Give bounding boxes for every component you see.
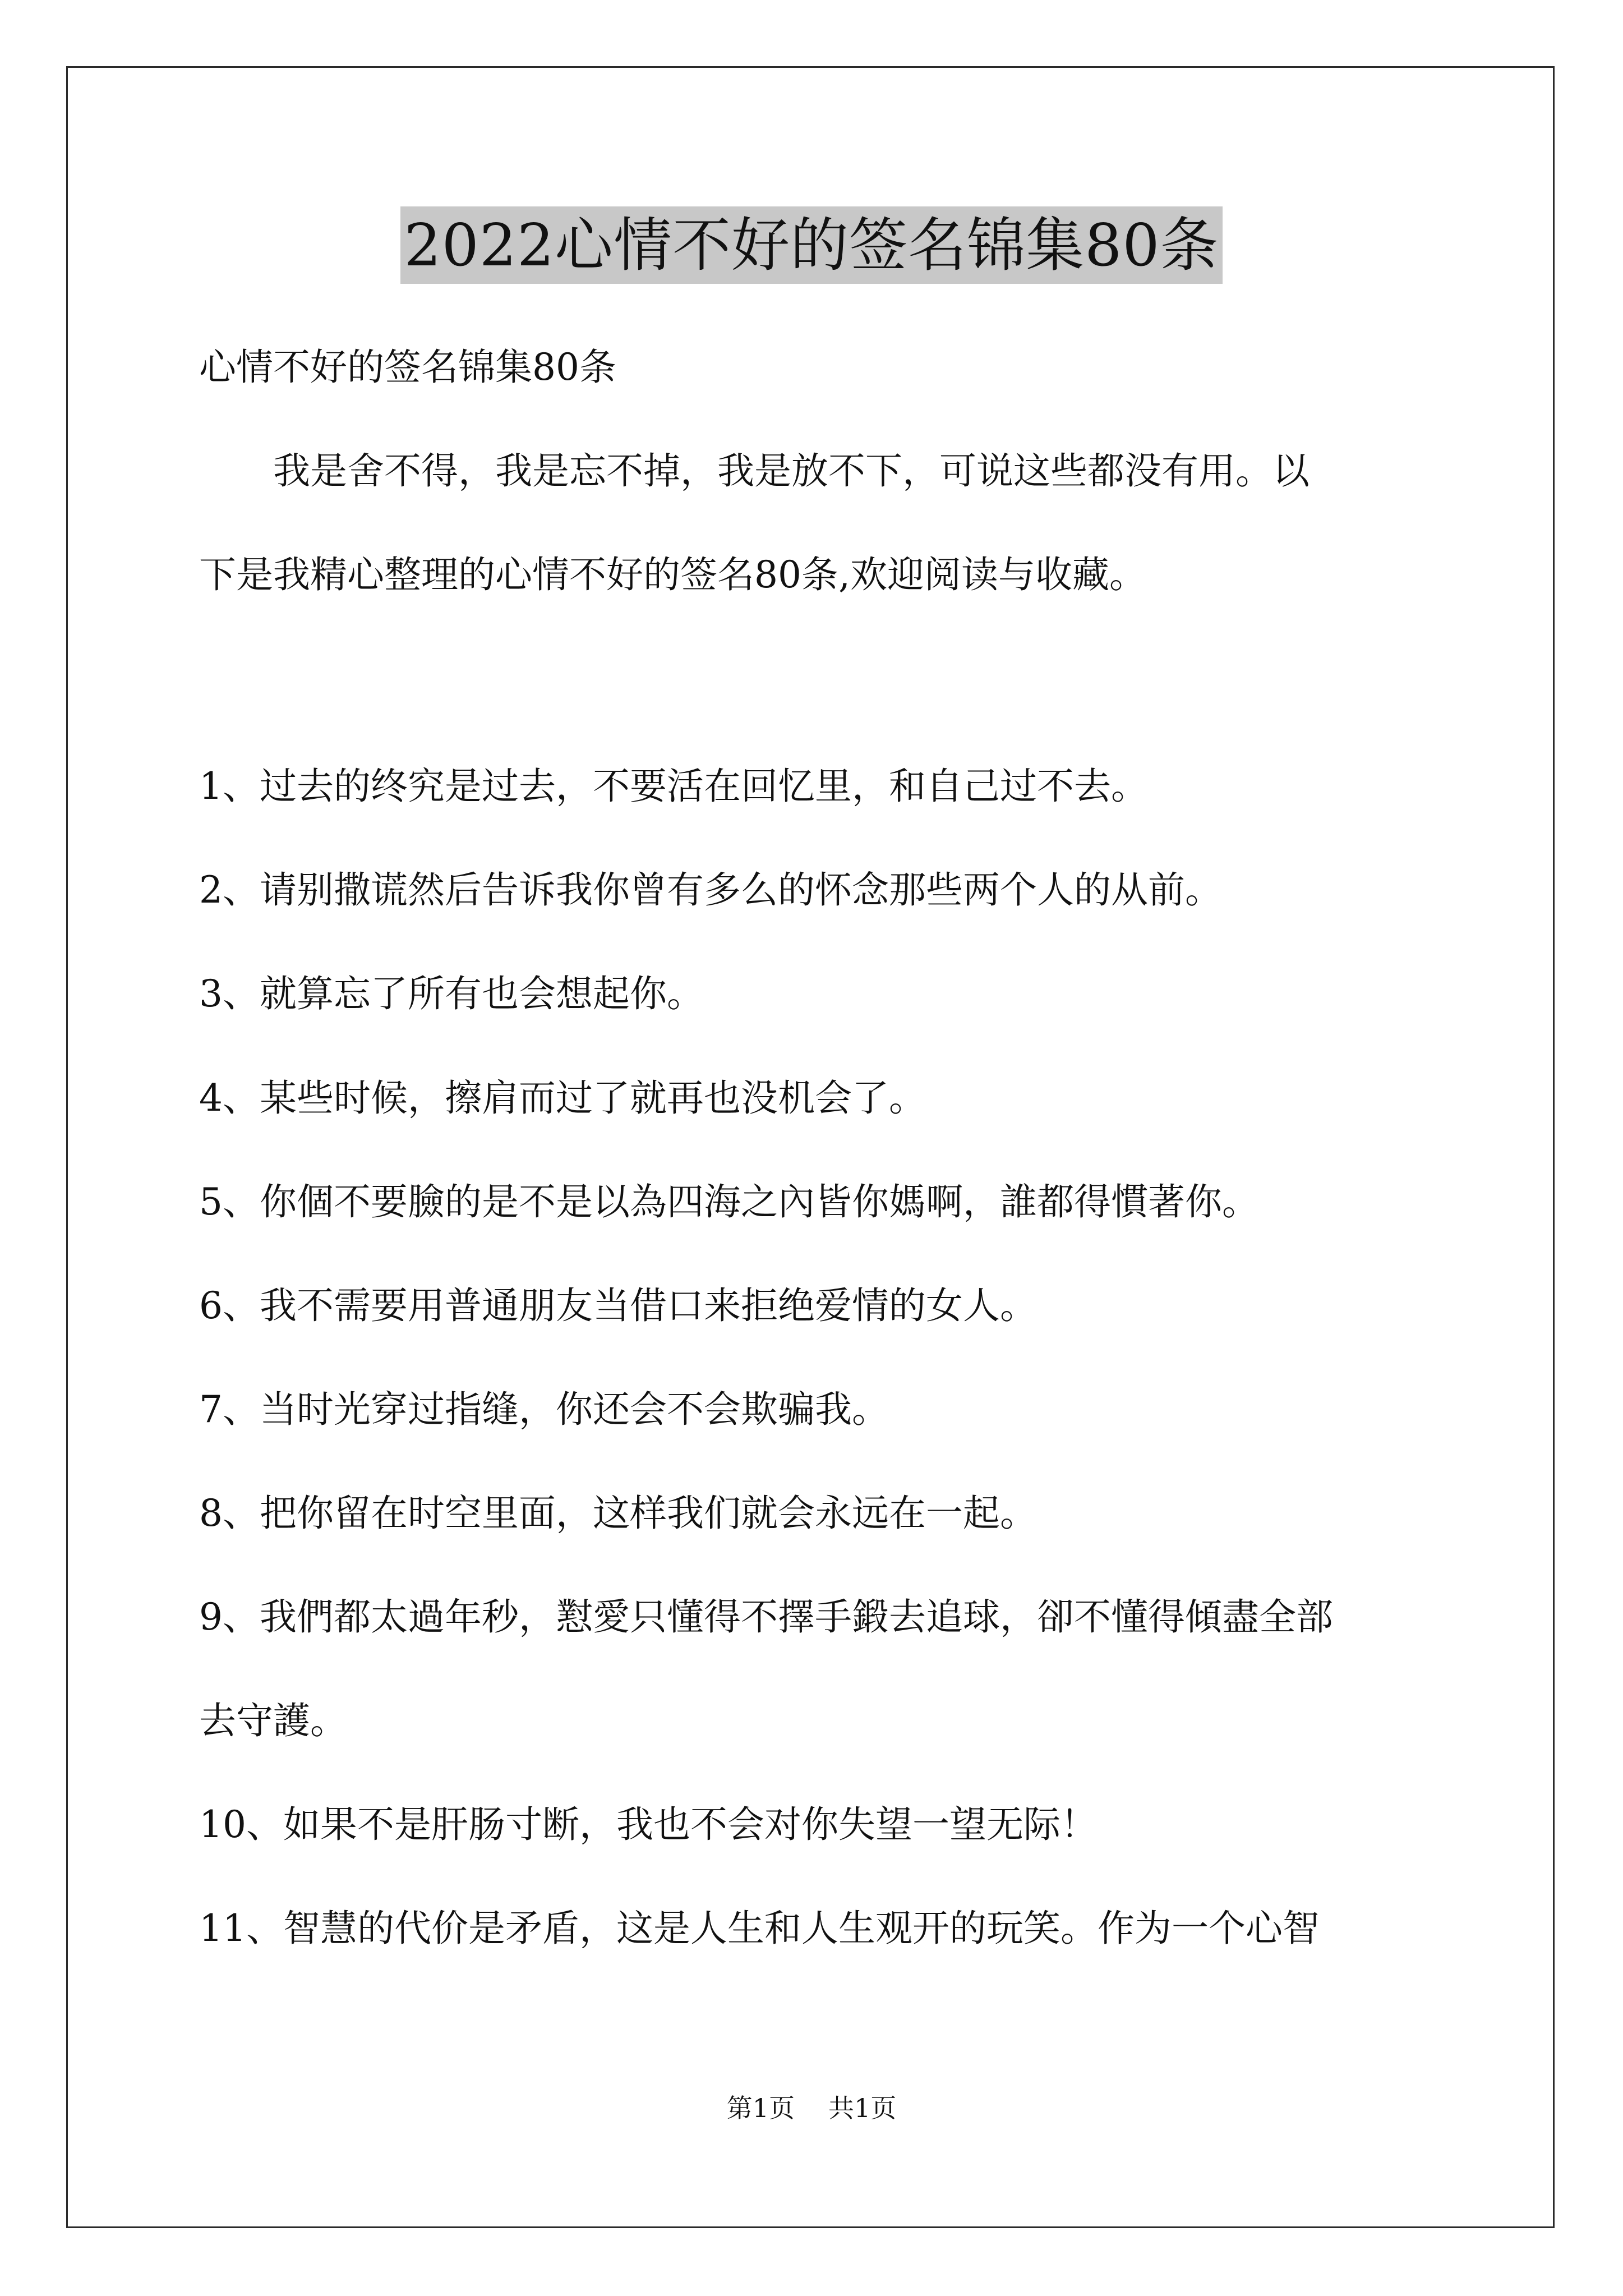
intro-paragraph-line: 下是我精心整理的心情不好的签名80条,欢迎阅读与收藏。 [199, 553, 1146, 596]
list-item: 5、你個不要臉的是不是以為四海之內皆你媽啊，誰都得慣著你。 [199, 1180, 1259, 1223]
list-item: 7、当时光穿过指缝，你还会不会欺骗我。 [199, 1388, 889, 1431]
page-footer [0, 2091, 1623, 2125]
list-item: 9、我們都太過年秒，懟愛只懂得不擇手鍛去追球，卻不懂得傾盡全部 [199, 1595, 1333, 1639]
page-total: 共1页 [828, 2093, 897, 2123]
list-item: 3、就算忘了所有也会想起你。 [199, 972, 704, 1015]
list-item: 8、把你留在时空里面，这样我们就会永远在一起。 [199, 1492, 1037, 1535]
list-item: 4、某些时候，擦肩而过了就再也没机会了。 [199, 1076, 926, 1120]
subtitle: 心情不好的签名锦集80条 [199, 346, 616, 389]
list-item: 2、请别撒谎然后告诉我你曾有多么的怀念那些两个人的从前。 [199, 868, 1222, 912]
list-item-continuation: 去守護。 [199, 1699, 347, 1742]
list-item: 6、我不需要用普通朋友当借口来拒绝爱情的女人。 [199, 1284, 1037, 1327]
page-number: 第1页 [726, 2093, 795, 2123]
list-item: 11、智慧的代价是矛盾，这是人生和人生观开的玩笑。作为一个心智 [199, 1907, 1320, 1950]
intro-paragraph-line: 我是舍不得，我是忘不掉，我是放不下，可说这些都没有用。以 [273, 449, 1310, 493]
document-title: 2022心情不好的签名锦集80条 [400, 206, 1222, 284]
list-item: 10、如果不是肝肠寸断，我也不会对你失望一望无际！ [199, 1803, 1098, 1846]
title-wrap [0, 206, 1623, 284]
list-item: 1、过去的终究是过去，不要活在回忆里，和自己过不去。 [199, 765, 1148, 808]
